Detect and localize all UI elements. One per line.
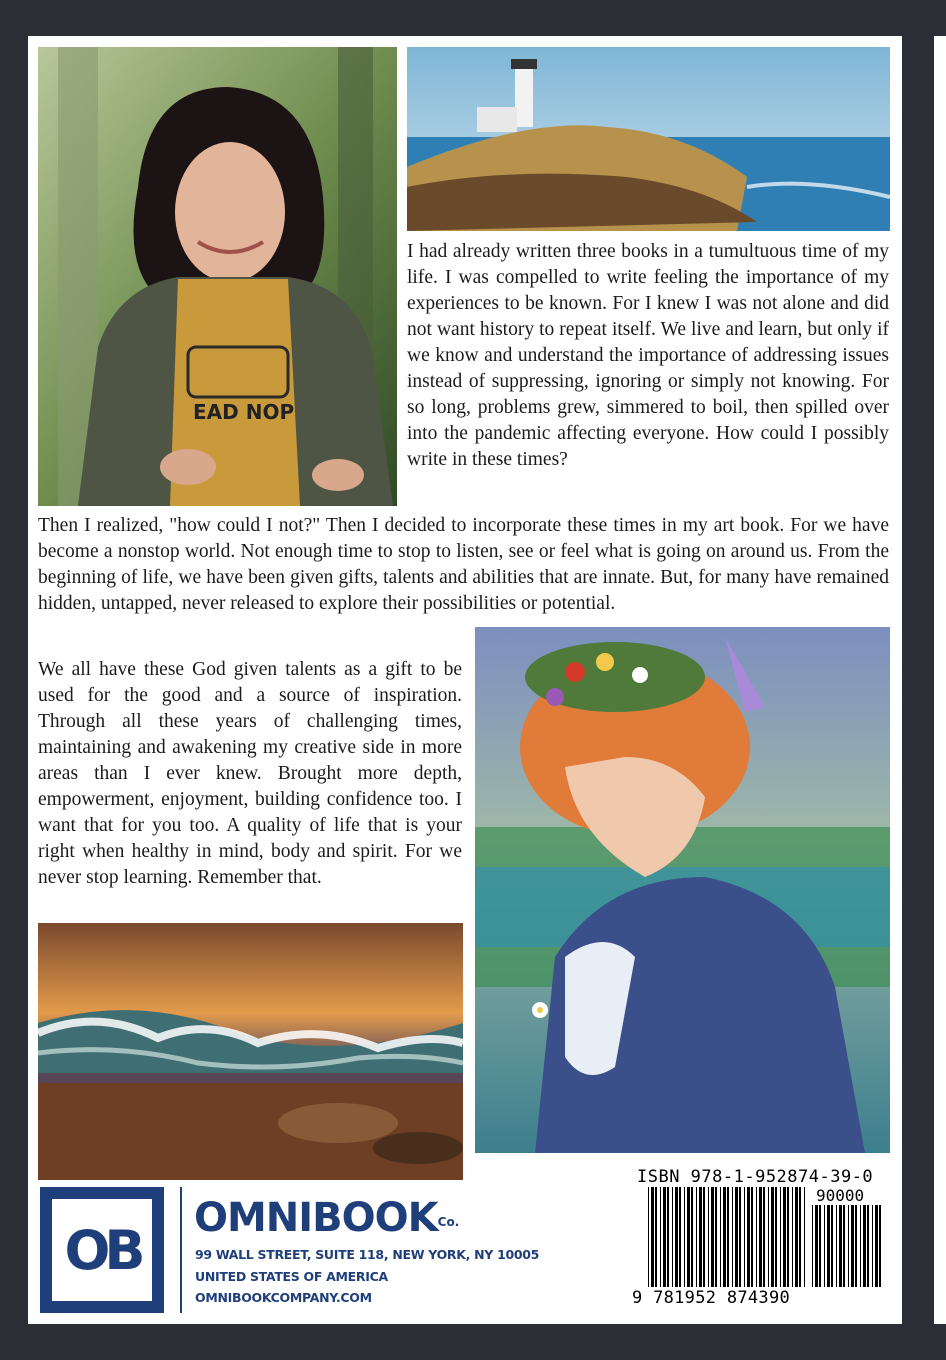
spine-edge: [934, 36, 946, 1324]
barcode-bar: [667, 1187, 669, 1287]
publisher-logo-mark: OB: [64, 1218, 140, 1282]
girl-with-flower-hat-painting: [475, 627, 890, 1153]
barcode-bar: [879, 1205, 881, 1287]
barcode-bar: [839, 1205, 842, 1287]
barcode-bar: [732, 1187, 733, 1287]
barcode-bar: [679, 1187, 681, 1287]
barcode-bar: [831, 1205, 833, 1287]
barcode-bar: [672, 1187, 673, 1287]
barcode-bar: [715, 1187, 717, 1287]
barcode-bar: [804, 1187, 805, 1287]
barcode-bar: [875, 1205, 878, 1287]
barcode-bar: [792, 1187, 793, 1287]
price-barcode: [812, 1205, 884, 1295]
barcode-bar: [775, 1187, 777, 1287]
barcode-bar: [723, 1187, 726, 1287]
barcode-bar: [860, 1205, 861, 1287]
barcode-bar: [759, 1187, 762, 1287]
barcode-bar: [727, 1187, 729, 1287]
barcode-bar: [848, 1205, 849, 1287]
barcode-bar: [711, 1187, 714, 1287]
barcode-bar: [815, 1205, 818, 1287]
barcode-bar: [739, 1187, 741, 1287]
barcode-bar: [771, 1187, 774, 1287]
paragraph-intro: I had already written three books in a tumultuous time of my life. I was compelled to write feeling the importance of my experiences to be known. For I knew I was not alone and did not want history to repeat itself. We live and learn, but only if we know and understand the importance of addressing issues instead of suppressing, ignoring or simply not knowing. For so long, problems grew, simmered to boil, then spilled over into the pandemic affecting everyone. How could I possibly write in these times?: [407, 241, 889, 470]
barcode-bar: [787, 1187, 789, 1287]
paragraph-realization: Then I realized, "how could I not?" Then I decided to incorporate these times in my art book. For we have become a nonstop world. Not enough time to stop to listen, see or feel what is going on around us. From the beginning of life, we have been given gifts, talents and abilities that are innate. But, for many have remained hidden, untapped, never released to explore their possibilities or potential.: [38, 515, 889, 614]
barcode-bar: [703, 1187, 705, 1287]
logo-divider: [180, 1187, 182, 1313]
barcode-bar: [663, 1187, 666, 1287]
barcode-digits: 9 781952 874390: [632, 1288, 791, 1308]
barcode-bar: [699, 1187, 702, 1287]
publisher-name: [194, 1196, 459, 1240]
ocean-waves-sunset-painting: [38, 923, 463, 1180]
barcode-bar: [763, 1187, 765, 1287]
barcode-bar: [684, 1187, 685, 1287]
barcode-bar: [751, 1187, 753, 1287]
publisher-name-text: OMNIBOOK: [194, 1195, 438, 1241]
barcode-bar: [799, 1187, 801, 1287]
barcode-bar: [812, 1205, 813, 1287]
barcode-bar: [747, 1187, 750, 1287]
author-portrait-photo: [38, 47, 397, 506]
publisher-website: OMNIBOOKCOMPANY.COM: [195, 1290, 372, 1305]
barcode-bar: [783, 1187, 786, 1287]
barcode-bar: [675, 1187, 678, 1287]
barcode-bar: [744, 1187, 745, 1287]
publisher-logo: [40, 1187, 164, 1313]
publisher-address: 99 WALL STREET, SUITE 118, NEW YORK, NY 10005: [195, 1247, 540, 1262]
isbn-barcode: [648, 1187, 808, 1295]
barcode-bar: [855, 1205, 857, 1287]
barcode-bar: [691, 1187, 693, 1287]
publisher-logo-inner: [52, 1199, 152, 1301]
barcode-bar: [720, 1187, 721, 1287]
barcode-bar: [819, 1205, 821, 1287]
barcode-bar: [756, 1187, 757, 1287]
barcode-bar: [660, 1187, 661, 1287]
price-code: 90000: [816, 1186, 865, 1205]
barcode-bar: [687, 1187, 690, 1287]
barcode-bar: [867, 1205, 869, 1287]
publisher-country: UNITED STATES OF AMERICA: [195, 1269, 388, 1284]
isbn-label: ISBN 978-1-952874-39-0: [637, 1167, 874, 1187]
shirt-print-text: EAD NOP: [193, 400, 295, 424]
barcode-bar: [655, 1187, 657, 1287]
barcode-bar: [863, 1205, 866, 1287]
barcode-bar: [780, 1187, 781, 1287]
barcode-bar: [651, 1187, 654, 1287]
barcode-bar: [735, 1187, 738, 1287]
barcode-bar: [768, 1187, 769, 1287]
barcode-bar: [872, 1205, 873, 1287]
lighthouse-painting: [407, 47, 890, 231]
barcode-bar: [795, 1187, 798, 1287]
barcode-bar: [824, 1205, 825, 1287]
barcode-bar: [836, 1205, 837, 1287]
barcode-bar: [648, 1187, 649, 1287]
publisher-suffix: Co.: [437, 1215, 460, 1229]
barcode-bar: [696, 1187, 697, 1287]
barcode-bar: [851, 1205, 854, 1287]
barcode-bar: [843, 1205, 845, 1287]
barcode-bar: [708, 1187, 709, 1287]
barcode-bar: [827, 1205, 830, 1287]
paragraph-talents: We all have these God given talents as a gift to be used for the good and a source of inspiration. Through all these years of challenging times, maintaining and awakening my creative side in more areas than I ever knew. Brought more depth, empowerment, enjoyment, building confidence too. I want that for you too. A quality of life that is your right when healthy in mind, body and spirit. For we never stop learning. Remember that.: [38, 659, 462, 888]
